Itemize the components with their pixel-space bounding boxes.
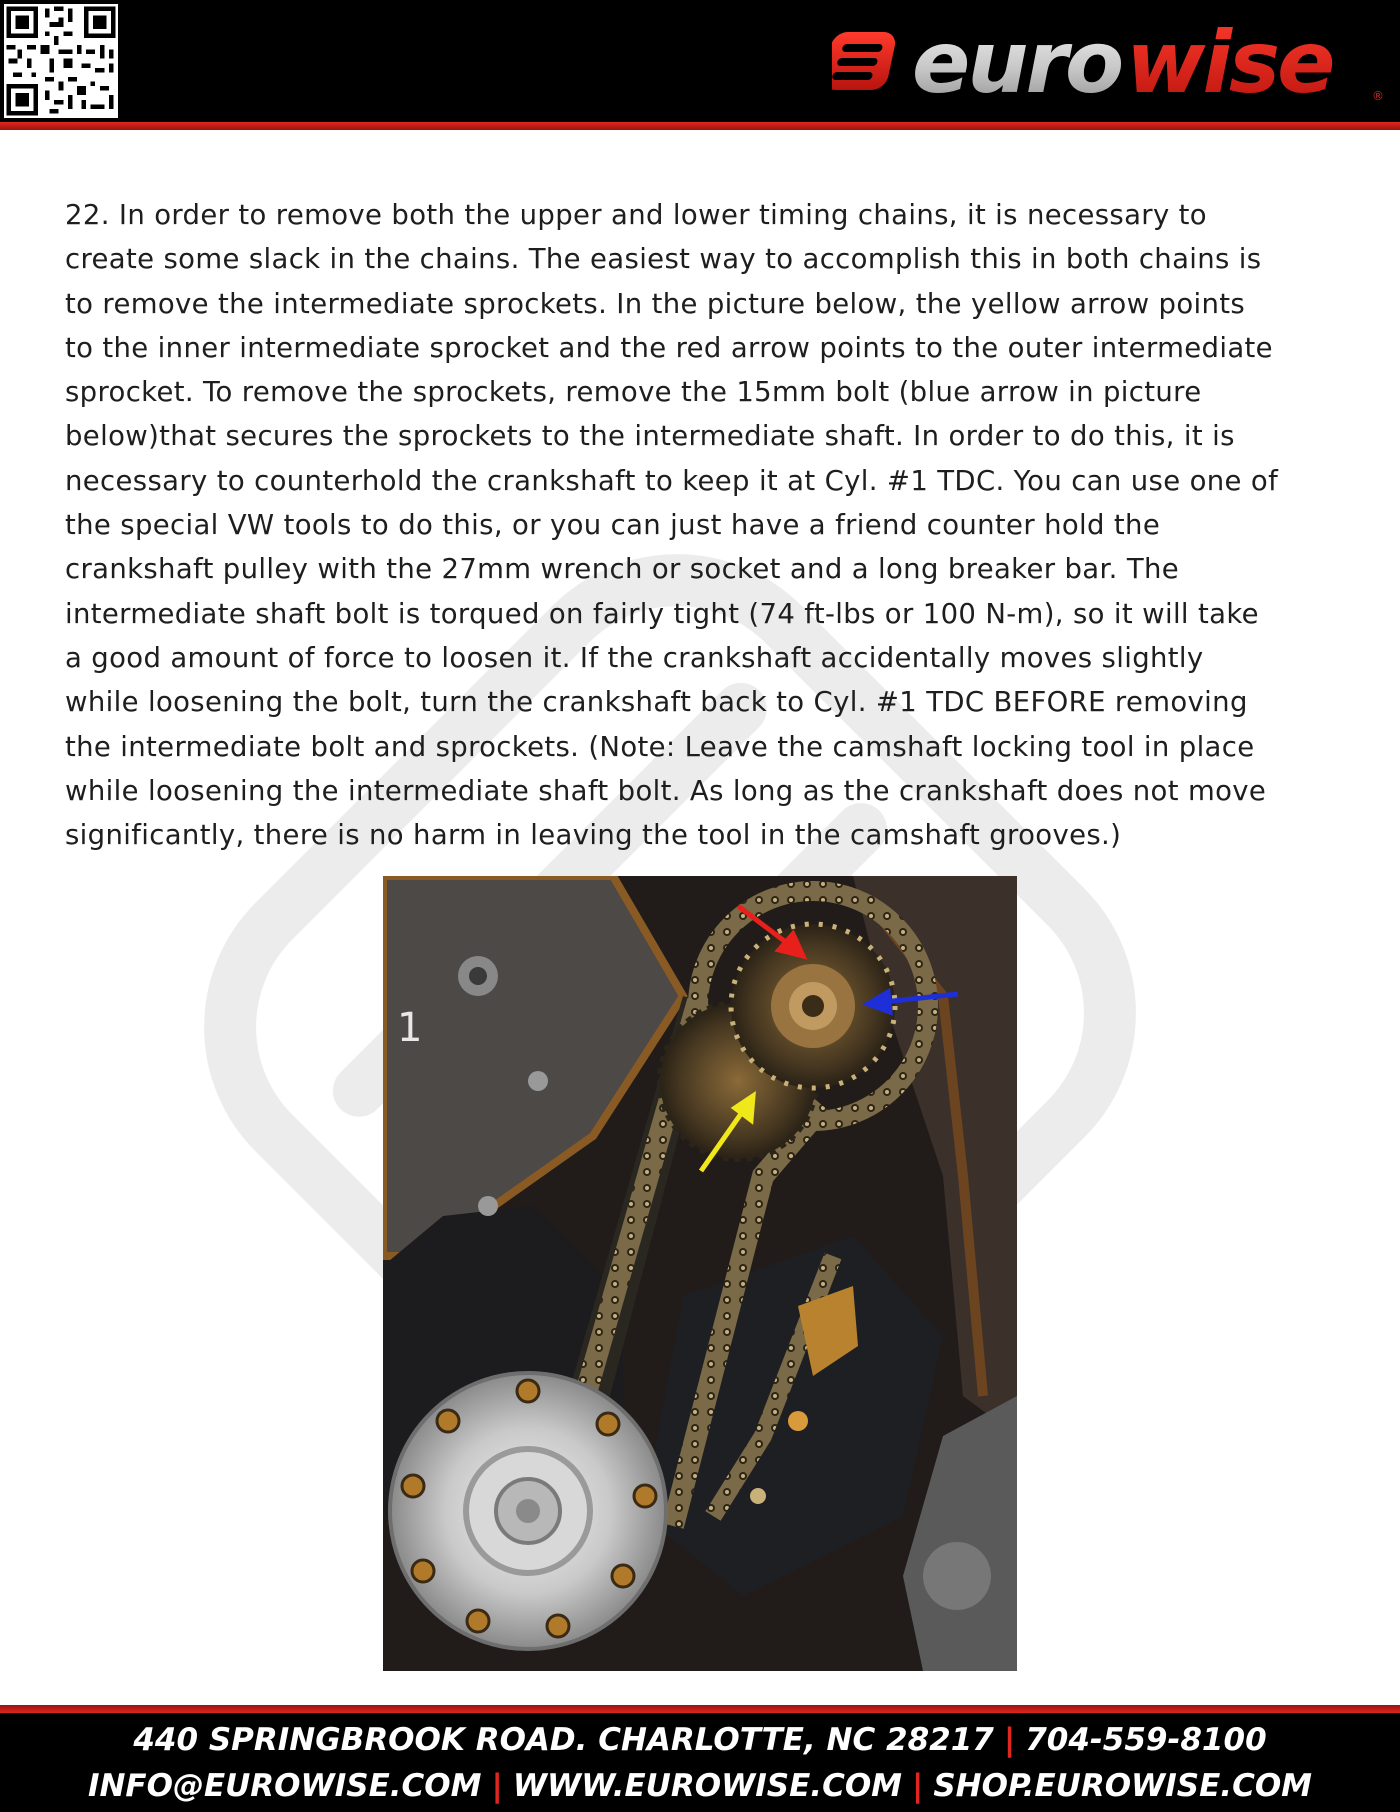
footer-red-rule — [0, 1705, 1400, 1713]
paragraph-line: while loosening the intermediate shaft bolt. As long as the crankshaft does not move — [65, 774, 1267, 807]
footer-separator: | — [491, 1768, 503, 1804]
header-red-rule — [0, 122, 1400, 130]
paragraph-line: create some slack in the chains. The easiest way to accomplish this in both chains is — [65, 243, 1262, 276]
paragraph-line: to the inner intermediate sprocket and the red arrow points to the outer intermediate — [65, 331, 1273, 364]
paragraph-line: crankshaft pulley with the 27mm wrench or socket and a long breaker bar. The — [65, 553, 1180, 586]
paragraph-line: 22. In order to remove both the upper and lower timing chains, it is necessary to — [65, 199, 1207, 231]
svg-text:®: ® — [1372, 89, 1384, 103]
svg-text:wise: wise — [1126, 13, 1333, 112]
logo-emblem — [832, 32, 898, 90]
paragraph-line: necessary to counterhold the crankshaft to keep it at Cyl. #1 TDC. You can use one of — [65, 464, 1279, 497]
paragraph-line: a good amount of force to loosen it. If the crankshaft accidentally moves slightly — [65, 641, 1204, 674]
paragraph-line: the intermediate bolt and sprockets. (Note: Leave the camshaft locking tool in place — [65, 730, 1255, 763]
footer-address: 440 SPRINGBROOK ROAD. CHARLOTTE, NC 28217 — [133, 1722, 994, 1758]
footer-contact-line-1 — [0, 1722, 1400, 1758]
timing-chain-photo — [383, 876, 1017, 1671]
paragraph-line: below)that secures the sprockets to the intermediate shaft. In order to do this, it is — [65, 420, 1235, 453]
eurowise-logo — [832, 12, 1388, 112]
footer-contact-line-2 — [0, 1768, 1400, 1804]
paragraph-line: intermediate shaft bolt is torqued on fairly tight (74 ft-lbs or 100 N-m), so it will take — [65, 597, 1259, 630]
cylinder-marking: 1 — [397, 1005, 423, 1051]
step-22-paragraph — [65, 193, 1355, 857]
footer-phone[interactable]: 704-559-8100 — [1025, 1722, 1267, 1758]
footer-shop[interactable]: SHOP.EUROWISE.COM — [933, 1768, 1313, 1804]
paragraph-line: sprocket. To remove the sprockets, remove the 15mm bolt (blue arrow in picture — [65, 376, 1202, 409]
paragraph-line: while loosening the bolt, turn the crankshaft back to Cyl. #1 TDC BEFORE removing — [65, 686, 1248, 719]
footer-separator: | — [912, 1768, 924, 1804]
footer-separator: | — [1003, 1722, 1016, 1758]
svg-text:euro: euro — [912, 13, 1122, 112]
paragraph-line: the special VW tools to do this, or you can just have a friend counter hold the — [65, 509, 1161, 542]
paragraph-line: to remove the intermediate sprockets. In the picture below, the yellow arrow points — [65, 287, 1246, 320]
qr-code-icon — [4, 4, 118, 118]
paragraph-line: significantly, there is no harm in leaving the tool in the camshaft grooves.) — [65, 819, 1122, 852]
footer-email[interactable]: INFO@EUROWISE.COM — [87, 1768, 482, 1804]
header-bar — [0, 0, 1400, 122]
footer-website[interactable]: WWW.EUROWISE.COM — [512, 1768, 903, 1804]
